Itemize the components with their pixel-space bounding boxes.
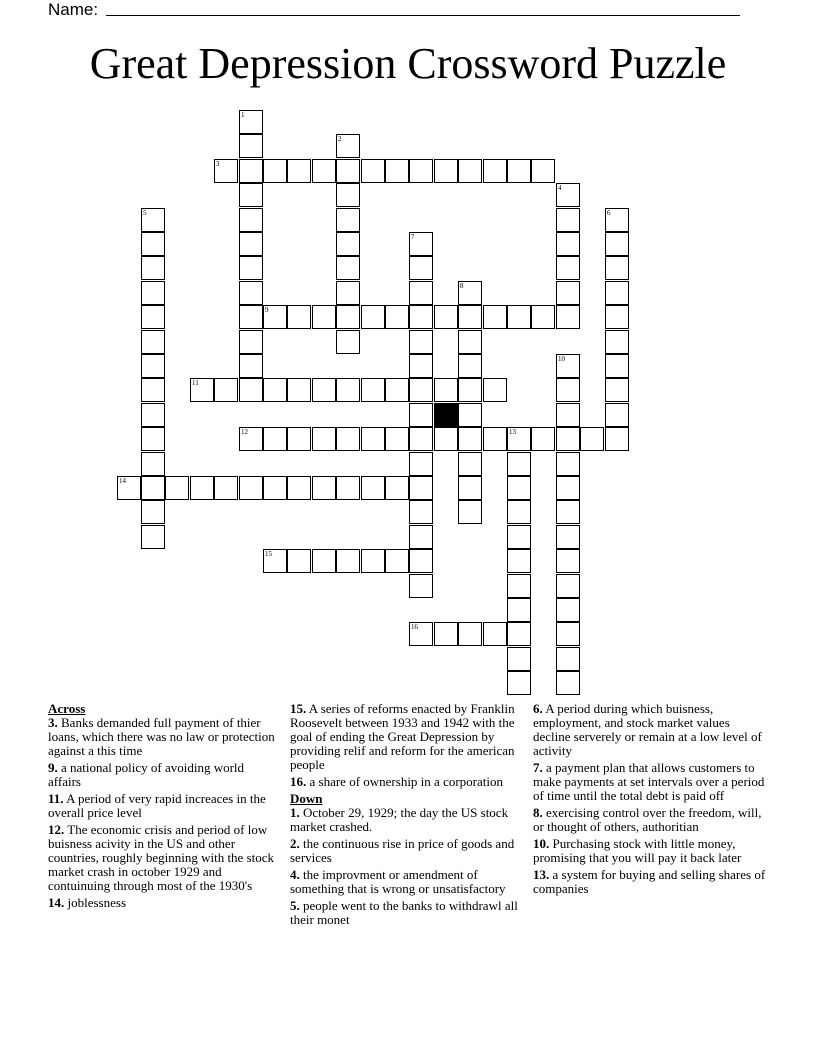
grid-cell[interactable] [434,305,458,329]
clue-text: A period during which buisness, employment, and stock market values decline serverely or remain at a low level of activity [533,701,762,758]
grid-cell[interactable] [507,159,531,183]
grid-cell[interactable] [458,159,482,183]
grid-cell[interactable] [385,549,409,573]
grid-cell[interactable] [531,427,555,451]
grid-cell[interactable] [361,378,385,402]
clue-text: October 29, 1929; the day the US stock market crashed. [290,805,509,834]
clue-item [48,896,280,910]
grid-cell[interactable] [458,305,482,329]
grid-cell[interactable] [409,403,433,427]
grid-cell[interactable] [141,378,165,402]
grid-cell[interactable] [605,427,629,451]
grid-cell[interactable] [605,378,629,402]
grid-cell[interactable] [434,427,458,451]
section-heading-across: Across [48,701,86,716]
clues-column-3 [533,702,769,899]
grid-cell[interactable] [263,476,287,500]
grid-cell[interactable] [165,476,189,500]
clue-item [533,702,769,758]
grid-cell-number: 6 [607,209,611,217]
clue-number: 12. [48,822,65,837]
grid-cell[interactable] [605,305,629,329]
grid-cell[interactable] [458,427,482,451]
grid-cell[interactable] [336,476,360,500]
grid-cell[interactable] [556,574,580,598]
grid-cell-number: 10 [558,355,565,363]
grid-cell[interactable] [409,256,433,280]
grid-cell[interactable] [458,500,482,524]
grid-cell[interactable] [483,305,507,329]
grid-cell[interactable] [507,305,531,329]
grid-cell[interactable] [336,183,360,207]
grid-cell[interactable] [483,427,507,451]
grid-cell[interactable] [409,330,433,354]
grid-cell[interactable] [336,378,360,402]
grid-cell[interactable] [434,159,458,183]
grid-cell[interactable] [409,159,433,183]
grid-cell[interactable] [361,159,385,183]
grid-cell[interactable] [141,427,165,451]
clue-item [48,761,280,789]
clue-number: 8. [533,805,543,820]
grid-cell[interactable] [239,183,263,207]
grid-cell[interactable] [239,476,263,500]
grid-cell[interactable] [336,208,360,232]
grid-cell[interactable] [556,647,580,671]
grid-cell[interactable] [605,256,629,280]
grid-cell[interactable] [434,622,458,646]
grid-cell[interactable] [483,159,507,183]
grid-cell[interactable] [214,378,238,402]
grid-cell[interactable] [556,256,580,280]
grid-cell[interactable] [263,549,287,573]
clue-number: 11. [48,791,64,806]
grid-cell[interactable] [556,378,580,402]
grid-cell[interactable] [507,598,531,622]
grid-cell[interactable] [531,159,555,183]
grid-cell[interactable] [409,574,433,598]
grid-cell-number: 9 [265,306,269,314]
clue-text: Purchasing stock with little money, promising that you will pay it back later [533,836,742,865]
clue-number: 13. [533,867,550,882]
grid-cell[interactable] [385,476,409,500]
grid-cell[interactable] [556,476,580,500]
grid-cell[interactable] [141,476,165,500]
grid-cell[interactable] [409,281,433,305]
grid-cell[interactable] [605,403,629,427]
grid-cell[interactable] [605,208,629,232]
grid-cell[interactable] [361,427,385,451]
grid-cell[interactable] [239,159,263,183]
grid-cell[interactable] [239,256,263,280]
grid-cell[interactable] [141,305,165,329]
grid-cell[interactable] [312,378,336,402]
clue-number: 7. [533,760,543,775]
grid-cell[interactable] [312,305,336,329]
grid-cell[interactable] [239,305,263,329]
grid-cell-number: 5 [143,209,147,217]
grid-cell[interactable] [361,549,385,573]
grid-cell[interactable] [409,622,433,646]
grid-cell[interactable] [336,134,360,158]
grid-cell-number: 16 [411,623,418,631]
grid-cell[interactable] [458,622,482,646]
clue-text: joblessness [67,895,126,910]
grid-cell[interactable] [239,134,263,158]
grid-cell[interactable] [409,500,433,524]
section-heading-down: Down [290,791,323,806]
grid-cell[interactable] [141,281,165,305]
grid-cell[interactable] [287,476,311,500]
clue-item [48,716,280,758]
grid-cell[interactable] [263,159,287,183]
grid-cell[interactable] [117,476,141,500]
grid-cell[interactable] [190,476,214,500]
grid-cell[interactable] [141,354,165,378]
grid-cell[interactable] [385,159,409,183]
grid-cell[interactable] [287,427,311,451]
grid-cell[interactable] [361,305,385,329]
grid-cell-number: 14 [119,477,126,485]
grid-cell[interactable] [507,671,531,695]
grid-cell[interactable] [312,549,336,573]
clue-number: 15. [290,701,307,716]
clue-text: a system for buying and selling shares of companies [533,867,766,896]
grid-cell[interactable] [458,403,482,427]
grid-cell[interactable] [458,354,482,378]
grid-cell[interactable] [287,378,311,402]
grid-cell[interactable] [409,549,433,573]
clue-number: 9. [48,760,58,775]
grid-cell[interactable] [312,427,336,451]
grid-cell[interactable] [336,159,360,183]
grid-cell[interactable] [141,452,165,476]
grid-cell[interactable] [336,330,360,354]
grid-cell[interactable] [409,452,433,476]
grid-cell[interactable] [556,232,580,256]
clue-text: the improvment or amendment of something that is wrong or unsatisfactory [290,867,506,896]
grid-cell[interactable] [312,159,336,183]
grid-block [434,403,458,427]
clue-item [290,775,520,789]
grid-cell[interactable] [141,500,165,524]
clue-text: The economic crisis and period of low buisness acivity in the US and other countries, roughly beginning with the stock market crash in october 1929 and contuinuing through most of the 1930's [48,822,275,893]
grid-cell[interactable] [214,476,238,500]
grid-cell[interactable] [287,159,311,183]
clue-number: 1. [290,805,300,820]
grid-cell[interactable] [556,549,580,573]
clue-item [533,837,769,865]
clue-number: 3. [48,715,58,730]
grid-cell[interactable] [556,452,580,476]
grid-cell[interactable] [556,403,580,427]
clue-item [290,868,520,896]
clue-number: 2. [290,836,300,851]
grid-cell[interactable] [556,354,580,378]
grid-cell[interactable] [507,574,531,598]
grid-cell[interactable] [263,305,287,329]
clue-item [290,702,520,772]
grid-cell[interactable] [141,208,165,232]
grid-cell[interactable] [214,159,238,183]
grid-cell[interactable] [239,110,263,134]
grid-cell-number: 4 [558,184,562,192]
grid-cell[interactable] [556,671,580,695]
grid-cell[interactable] [239,208,263,232]
grid-cell[interactable] [287,549,311,573]
grid-cell[interactable] [141,256,165,280]
grid-cell[interactable] [605,232,629,256]
grid-cell[interactable] [556,525,580,549]
clue-item [48,792,280,820]
clue-text: exercising control over the freedom, will, or thought of others, authoritian [533,805,762,834]
grid-cell[interactable] [605,330,629,354]
grid-cell[interactable] [361,476,385,500]
grid-cell[interactable] [239,281,263,305]
grid-cell[interactable] [580,427,604,451]
grid-cell[interactable] [190,378,214,402]
grid-cell[interactable] [312,476,336,500]
grid-cell[interactable] [239,378,263,402]
grid-cell-number: 11 [192,379,199,387]
grid-cell[interactable] [409,476,433,500]
clue-item [533,761,769,803]
grid-cell[interactable] [605,281,629,305]
grid-cell[interactable] [239,232,263,256]
grid-cell[interactable] [434,378,458,402]
grid-cell-number: 8 [460,282,464,290]
grid-cell[interactable] [409,305,433,329]
name-label: Name: [48,0,99,19]
grid-cell[interactable] [141,330,165,354]
grid-cell[interactable] [409,427,433,451]
page-title: Great Depression Crossword Puzzle [89,39,727,88]
grid-cell[interactable] [239,330,263,354]
grid-cell-number: 12 [241,428,248,436]
grid-cell[interactable] [141,403,165,427]
grid-cell[interactable] [409,378,433,402]
grid-cell[interactable] [556,281,580,305]
grid-cell-number: 7 [411,233,415,241]
grid-cell[interactable] [556,598,580,622]
clue-text: a national policy of avoiding world affairs [48,760,245,789]
grid-cell-number: 15 [265,550,272,558]
grid-cell[interactable] [409,232,433,256]
grid-cell[interactable] [385,427,409,451]
grid-cell[interactable] [458,452,482,476]
grid-cell[interactable] [336,232,360,256]
clue-item [290,837,520,865]
grid-cell[interactable] [336,256,360,280]
grid-cell[interactable] [385,378,409,402]
grid-cell[interactable] [507,427,531,451]
clue-number: 4. [290,867,300,882]
grid-cell[interactable] [458,378,482,402]
grid-cell-number: 13 [509,428,516,436]
grid-cell[interactable] [556,208,580,232]
grid-cell[interactable] [263,427,287,451]
grid-cell[interactable] [409,354,433,378]
grid-cell[interactable] [507,622,531,646]
clue-number: 14. [48,895,65,910]
grid-cell[interactable] [556,305,580,329]
grid-cell[interactable] [336,549,360,573]
grid-cell-number: 2 [338,135,342,143]
grid-cell[interactable] [458,281,482,305]
grid-cell[interactable] [239,427,263,451]
clue-text: people went to the banks to withdrawl all their monet [290,898,518,927]
grid-cell[interactable] [336,427,360,451]
grid-cell[interactable] [263,378,287,402]
grid-cell[interactable] [556,427,580,451]
grid-cell[interactable] [507,525,531,549]
clue-number: 6. [533,701,543,716]
clue-item [533,806,769,834]
grid-cell[interactable] [458,476,482,500]
grid-cell[interactable] [336,305,360,329]
clue-text: A period of very rapid increaces in the overall price level [48,791,266,820]
clue-item [290,806,520,834]
grid-cell[interactable] [507,452,531,476]
grid-cell[interactable] [239,354,263,378]
grid-cell[interactable] [531,305,555,329]
grid-cell-number: 3 [216,160,220,168]
clue-text: the continuous rise in price of goods and services [290,836,515,865]
grid-cell[interactable] [141,525,165,549]
clues-column-2 [290,702,520,930]
clue-text: A series of reforms enacted by Franklin Roosevelt between 1933 and 1942 with the goal of ending the Great Depression by providing relif and reform for the american people [290,701,515,772]
grid-cell[interactable] [385,305,409,329]
grid-cell[interactable] [556,183,580,207]
grid-cell[interactable] [507,476,531,500]
grid-cell[interactable] [507,549,531,573]
grid-cell[interactable] [483,622,507,646]
grid-cell[interactable] [287,305,311,329]
clue-text: a share of ownership in a corporation [309,774,503,789]
clue-item [533,868,769,896]
clues-column-1 [48,702,280,913]
clue-number: 10. [533,836,550,851]
grid-cell[interactable] [483,378,507,402]
grid-cell[interactable] [458,330,482,354]
grid-cell[interactable] [556,622,580,646]
grid-cell[interactable] [556,500,580,524]
clue-text: Banks demanded full payment of thier loans, which there was no law or protection against a this time [48,715,275,758]
grid-cell[interactable] [605,354,629,378]
grid-cell[interactable] [507,500,531,524]
clue-item [48,823,280,893]
grid-cell[interactable] [141,232,165,256]
grid-cell[interactable] [507,647,531,671]
clue-item [290,899,520,927]
clue-number: 16. [290,774,307,789]
clue-text: a payment plan that allows customers to make payments at set intervals over a period of time until the total debt is paid off [533,760,765,803]
grid-cell[interactable] [336,281,360,305]
clue-number: 5. [290,898,300,913]
grid-cell[interactable] [409,525,433,549]
grid-cell-number: 1 [241,111,245,119]
